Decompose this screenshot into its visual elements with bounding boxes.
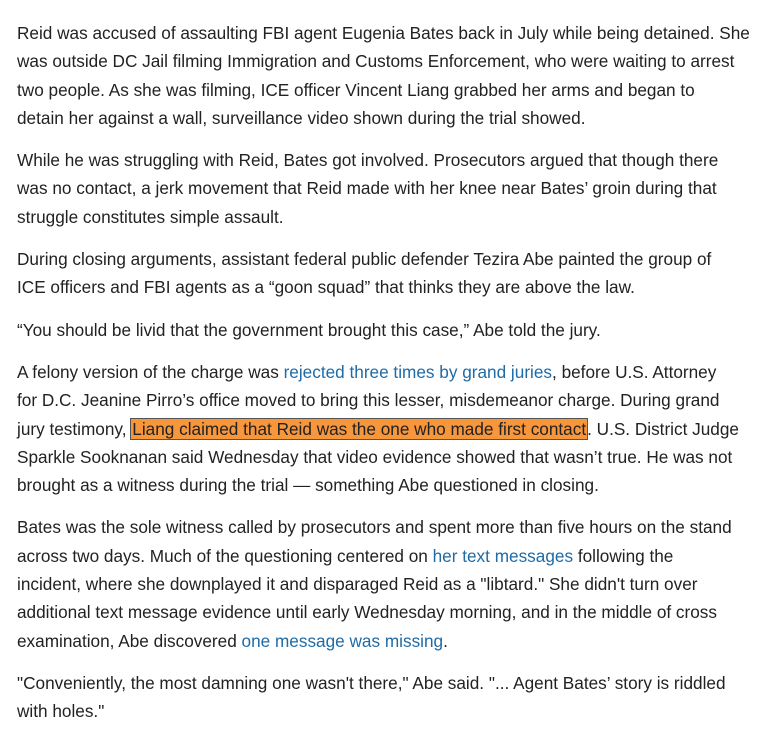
text-line: with holes." bbox=[17, 701, 105, 722]
text-line: brought as a witness during the trial — something Abe questioned in closing. bbox=[17, 475, 599, 496]
highlighted-text: Liang claimed that Reid was the one who made first contact bbox=[132, 418, 587, 439]
text-span: , before U.S. Attorney bbox=[552, 361, 717, 382]
text-line bbox=[17, 542, 762, 570]
paragraph-2 bbox=[17, 146, 762, 231]
text-span: jury testimony, bbox=[17, 418, 132, 439]
link-message-missing[interactable]: one message was missing bbox=[241, 630, 444, 651]
text-line: "Conveniently, the most damning one wasn't there," Abe said. "... Agent Bates’ story is riddled bbox=[17, 672, 726, 693]
text-line: was no contact, a jerk movement that Reid made with her knee near Bates’ groin during that bbox=[17, 178, 717, 199]
text-line: incident, where she downplayed it and disparaged Reid as a "libtard." She didn't turn over bbox=[17, 574, 698, 595]
text-line: Bates was the sole witness called by prosecutors and spent more than five hours on the stand bbox=[17, 517, 732, 538]
paragraph-7-quote bbox=[17, 669, 762, 726]
text-span: examination, Abe discovered bbox=[17, 630, 242, 651]
text-line: While he was struggling with Reid, Bates got involved. Prosecutors argued that though there bbox=[17, 150, 719, 171]
paragraph-3 bbox=[17, 245, 762, 302]
text-line: “You should be livid that the government brought this case,” Abe told the jury. bbox=[17, 319, 601, 340]
text-span: . U.S. District Judge bbox=[587, 418, 739, 439]
text-line bbox=[17, 627, 762, 655]
text-line: two people. As she was filming, ICE officer Vincent Liang grabbed her arms and began to bbox=[17, 79, 695, 100]
paragraph-4-quote bbox=[17, 316, 762, 344]
text-line: struggle constitutes simple assault. bbox=[17, 206, 284, 227]
text-line: detain her against a wall, surveillance video shown during the trial showed. bbox=[17, 107, 586, 128]
text-span: across two days. Much of the questioning centered on bbox=[17, 545, 433, 566]
text-span: . bbox=[443, 630, 448, 651]
article-body bbox=[17, 19, 762, 726]
text-line: for D.C. Jeanine Pirro’s office moved to bring this lesser, misdemeanor charge. During grand bbox=[17, 390, 720, 411]
text-line bbox=[17, 415, 762, 443]
text-line: Reid was accused of assaulting FBI agent Eugenia Bates back in July while being detained. She bbox=[17, 23, 750, 43]
link-grand-juries[interactable]: rejected three times by grand juries bbox=[283, 361, 553, 382]
text-span: A felony version of the charge was bbox=[17, 361, 284, 382]
text-line: During closing arguments, assistant federal public defender Tezira Abe painted the group of bbox=[17, 249, 712, 270]
paragraph-6 bbox=[17, 513, 762, 654]
text-line: was outside DC Jail filming Immigration and Customs Enforcement, who were waiting to arrest bbox=[17, 51, 735, 72]
text-line bbox=[17, 358, 762, 386]
text-line: additional text message evidence until early Wednesday morning, and in the middle of cross bbox=[17, 602, 717, 623]
text-span: following the bbox=[573, 545, 674, 566]
paragraph-1 bbox=[17, 19, 762, 132]
text-line: Sparkle Sooknanan said Wednesday that video evidence showed that wasn’t true. He was not bbox=[17, 446, 733, 467]
link-text-messages[interactable]: her text messages bbox=[432, 545, 574, 566]
text-line: ICE officers and FBI agents as a “goon squad” that thinks they are above the law. bbox=[17, 277, 635, 298]
paragraph-5 bbox=[17, 358, 762, 499]
